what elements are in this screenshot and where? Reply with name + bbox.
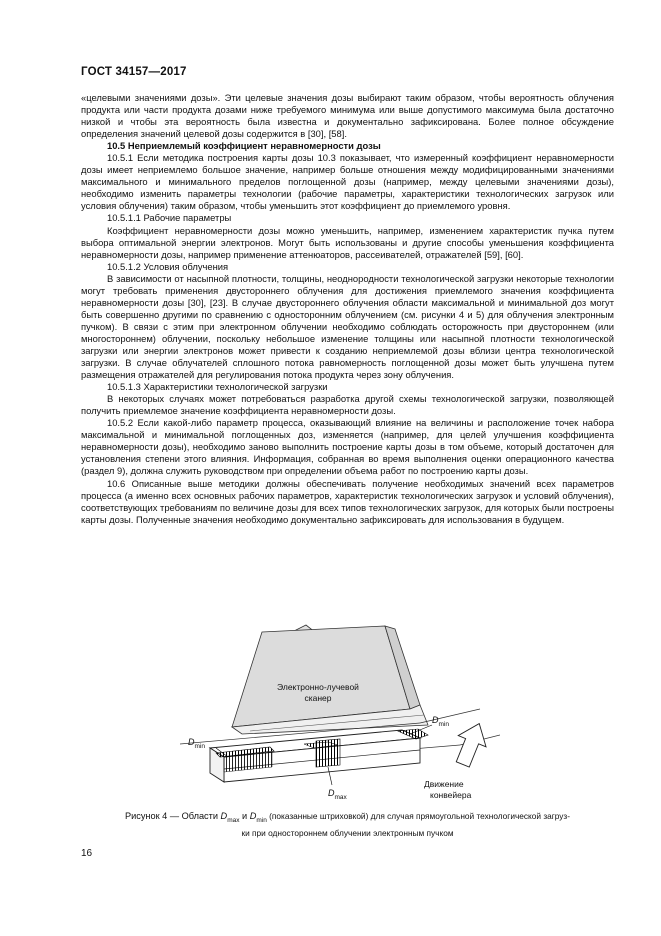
scanner-label-line1: Электронно-лучевой — [277, 682, 359, 692]
conveyor-label-line2: конвейера — [430, 790, 472, 800]
document-header: ГОСТ 34157—2017 — [81, 66, 187, 78]
figure-caption: Рисунок 4 — Области $D_{max}$ и $D_{min}$ (показанные штриховкой) для случая прямоугольной технологической загруз- ки при одностороннем облучении электронным пучком — [124, 811, 571, 838]
paragraph: 10.5.1 Если методика построения карты дозы 10.3 показывает, что измеренный коэффициент неравномерности дозы имеет неприемлемо большое значение, например больше отношения между модифицированными значениями максимального и минимального пределов поглощенной дозы (например, между целевыми значениями дозы), необходимо изменить параметры технологии (рабочие параметры, характеристики технологических загрузок или условия облучения) таким образом, чтобы уменьшить этот коэффициент до приемлемого уровня. — [81, 152, 614, 212]
conveyor-label-line1: Движение — [424, 779, 464, 789]
paragraph: 10.5.1.3 Характеристики технологической загрузки — [107, 381, 328, 393]
dmin-label-right: $D_{min}$ — [432, 715, 449, 728]
dmin-label-left: $D_{min}$ — [188, 737, 205, 750]
paragraph: Коэффициент неравномерности дозы можно уменьшить, например, изменением характеристик пучка путем выбора оптимальной энергии электронов. Могут быть использованы и другие способы уменьшения коэффициента неравномерности дозы, например применение аттенюаторов, рассеивателей, отражателей [59], [60]. — [81, 224, 614, 260]
section-heading: 10.5 Неприемлемый коэффициент неравномерности дозы — [107, 140, 381, 152]
paragraph: В зависимости от насыпной плотности, толщины, неоднородности технологической загрузки некоторые технологии могут требовать применения двустороннего облучения для достижения приемлемого значения коэффициента неравномерности дозы [30], [23]. В случае двустороннего облучения области максимальной и минимальной доз могут быть совершенно другими по сравнению с односторонним облучением (см. рисунки 4 и 5) для облучения электронным пучком). В связи с этим при электронном облучении необходимо соблюдать осторожность при двустороннем (или многостороннем) облучении, поскольку небольшое изменение толщины или насыпной плотности технологической загрузки или энергии электронов может привести к созданию неприемлемой дозы вблизи центра технологической загрузки. В случае облучателей сплошного потока равномерность поглощенной дозы может быть улучшена путем размещения отражателей для регулирования потока продукта через зону облучения. — [81, 272, 614, 381]
page-number: 16 — [81, 848, 93, 859]
dmax-label: $D_{max}$ — [328, 788, 347, 801]
paragraph: 10.5.1.2 Условия облучения — [107, 260, 229, 272]
paragraph: 10.5.1.1 Рабочие параметры — [107, 212, 232, 224]
conveyor-arrow-icon — [449, 718, 493, 770]
scanner-label-line2: сканер — [304, 693, 332, 703]
figure-4-diagram — [180, 617, 500, 802]
paragraph: 10.6 Описанные выше методики должны обеспечивать получение необходимых значений всех параметров процесса (а именно всех основных рабочих параметров, характеристик технологических загрузок и условий облучения), соответствующих требованиям по величине дозы для всех типов технологических загрузок, для которых были построены карты дозы. Полученные значения необходимо документально зафиксировать для использования в будущем. — [81, 477, 614, 525]
paragraph: «целевыми значениями дозы». Эти целевые значения дозы выбирают таким образом, чтобы вероятность облучения продукта или части продукта дозами ниже требуемого минимума или выше допустимого максимума была достаточно низкой и чтобы эта вероятность была известна и документально зафиксирована. Более полное обсуждение определения значений целевой дозы содержится в [30], [58]. — [81, 92, 614, 140]
paragraph: 10.5.2 Если какой-либо параметр процесса, оказывающий влияние на величины и расположение точек набора максимальной и минимальной поглощенных доз, изменяется (например, для целей улучшения коэффициента неравномерности дозы), необходимо заново выполнить построение карты дозы в том объеме, который достаточен для установления степени этого влияния. Информация, собранная во время выполнения оценки операционного качества (раздел 9), должна служить руководством при определении объема работ по построению карты дозы. — [81, 417, 614, 477]
paragraph: В некоторых случаях может потребоваться разработка другой схемы технологической загрузки, позволяющей получить приемлемое значение коэффициента неравномерности дозы. — [81, 393, 614, 417]
document-body — [81, 92, 614, 526]
